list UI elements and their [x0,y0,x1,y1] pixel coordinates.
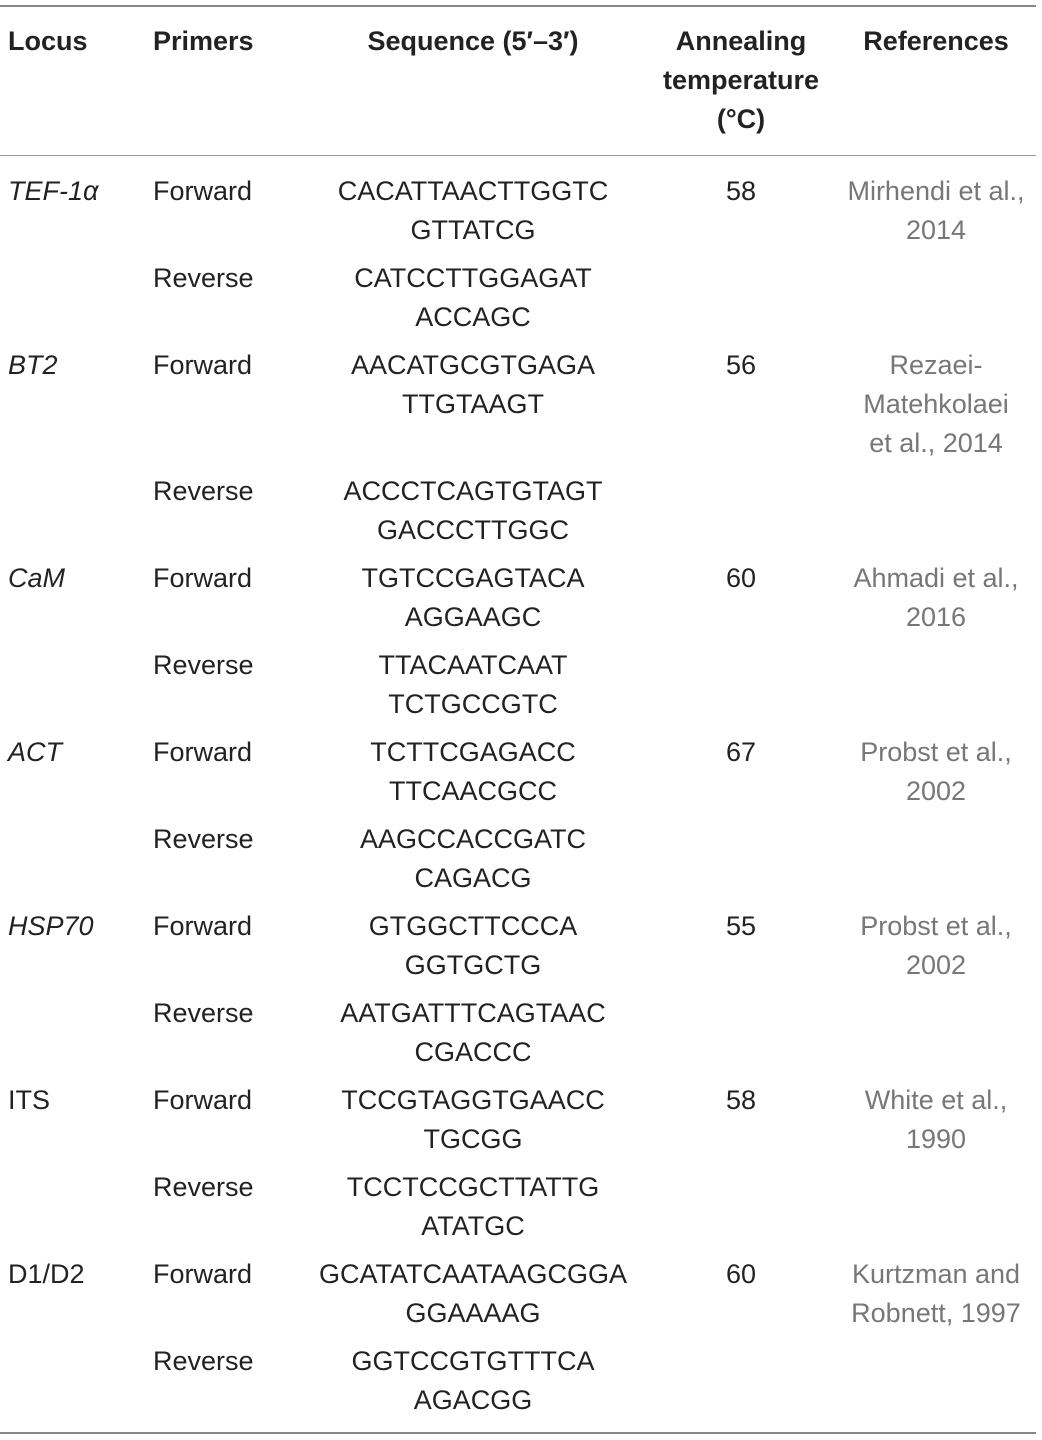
primer-label-cell: Reverse [153,476,254,506]
reference-line: Kurtzman and [851,1259,1021,1289]
sequence-line: TCTGCCGTC [388,689,558,719]
primer-label-cell: Forward [153,176,253,206]
sequence-line: TCCGTAGGTGAACC [341,1085,605,1115]
sequence-line: GTTATCG [410,215,536,245]
reference-cell [836,907,1036,985]
locus-cell: BT2 [8,350,58,380]
sequence-line: TCCTCCGCTTATTG [346,1172,600,1202]
sequence-line: CGACCC [414,1037,532,1067]
sequence-cell [305,646,641,724]
header-annealing-temperature [646,22,836,139]
sequence-line: ACCCTCAGTGTAGT [343,476,603,506]
reference-line: 1990 [905,1124,967,1154]
annealing-temperature-cell: 67 [725,737,757,767]
locus-cell: ACT [8,737,62,767]
sequence-line: TTGTAAGT [402,389,544,419]
sequence-cell [305,1168,641,1246]
sequence-line: TGTCCGAGTACA [361,563,585,593]
sequence-line: GCATATCAATAAGCGGA [318,1259,628,1289]
annealing-temperature-cell: 55 [725,911,757,941]
annealing-temperature-cell: 56 [725,350,757,380]
reference-line: Mirhendi et al., [847,176,1025,206]
header-rule [0,155,1036,156]
sequence-line: ATATGC [421,1211,525,1241]
header-locus: Locus [8,26,88,56]
header-annealing-line: Annealing [675,26,807,56]
reference-line: Ahmadi et al., [853,563,1019,593]
locus-cell: HSP70 [8,911,94,941]
header-primers: Primers [153,26,254,56]
sequence-cell [305,733,641,811]
primer-label-cell: Forward [153,911,253,941]
top-rule [0,5,1036,7]
sequence-line: AATGATTTCAGTAAC [340,998,606,1028]
reference-line: Rezaei- [889,350,983,380]
sequence-line: GGTGCTG [404,950,542,980]
reference-line: 2002 [905,776,967,806]
sequence-cell [305,172,641,250]
primer-label-cell: Forward [153,1085,253,1115]
sequence-cell [305,346,641,424]
annealing-temperature-cell: 60 [725,563,757,593]
reference-line: 2002 [905,950,967,980]
locus-cell: CaM [8,563,66,593]
sequence-line: TTACAATCAAT [378,650,568,680]
sequence-cell [305,1255,641,1333]
sequence-line: GACCCTTGGC [377,515,569,545]
reference-cell [836,733,1036,811]
sequence-line: GGTCCGTGTTTCA [351,1346,595,1376]
sequence-line: TTCAACGCC [389,776,557,806]
sequence-line: TCTTCGAGACC [370,737,576,767]
sequence-line: CAGACG [414,863,532,893]
reference-line: 2016 [905,602,967,632]
header-sequence: Sequence (5′–3′) [367,26,579,56]
header-annealing-line: temperature [662,65,820,95]
primer-label-cell: Reverse [153,1172,254,1202]
sequence-cell [305,559,641,637]
annealing-temperature-cell: 60 [725,1259,757,1289]
primer-label-cell: Forward [153,350,253,380]
sequence-line: GGAAAAG [405,1298,541,1328]
sequence-cell [305,1342,641,1420]
annealing-temperature-cell: 58 [725,176,757,206]
reference-cell [836,559,1036,637]
primer-label-cell: Forward [153,563,253,593]
header-annealing-line: (°C) [716,104,766,134]
annealing-temperature-cell: 58 [725,1085,757,1115]
sequence-cell [305,820,641,898]
reference-cell [836,1081,1036,1159]
sequence-line: CACATTAACTTGGTC [337,176,609,206]
sequence-cell [305,994,641,1072]
primer-label-cell: Reverse [153,263,254,293]
reference-cell [836,346,1036,463]
reference-line: Robnett, 1997 [851,1298,1021,1328]
primer-label-cell: Reverse [153,824,254,854]
sequence-line: CATCCTTGGAGAT [354,263,592,293]
sequence-line: AACATGCGTGAGA [350,350,596,380]
bottom-rule [0,1432,1036,1434]
reference-line: White et al., [864,1085,1008,1115]
sequence-line: AAGCCACCGATC [359,824,587,854]
sequence-cell [305,1081,641,1159]
primer-label-cell: Reverse [153,1346,254,1376]
locus-cell: ITS [8,1085,51,1115]
sequence-cell [305,907,641,985]
primer-label-cell: Forward [153,737,253,767]
primer-label-cell: Reverse [153,650,254,680]
reference-line: et al., 2014 [869,428,1003,458]
header-references: References [863,26,1009,56]
sequence-line: TGCGG [423,1124,523,1154]
sequence-line: GTGGCTTCCCA [368,911,578,941]
reference-cell [836,1255,1036,1333]
reference-line: Probst et al., [860,737,1012,767]
reference-line: 2014 [905,215,967,245]
sequence-line: ACCAGC [415,302,531,332]
locus-cell: D1/D2 [8,1259,85,1289]
reference-cell [836,172,1036,250]
primer-label-cell: Forward [153,1259,253,1289]
sequence-line: AGGAAGC [404,602,542,632]
reference-line: Probst et al., [860,911,1012,941]
reference-line: Matehkolaei [863,389,1009,419]
sequence-cell [305,259,641,337]
primer-label-cell: Reverse [153,998,254,1028]
sequence-line: AGACGG [413,1385,533,1415]
locus-cell: TEF-1α [8,176,99,206]
sequence-cell [305,472,641,550]
